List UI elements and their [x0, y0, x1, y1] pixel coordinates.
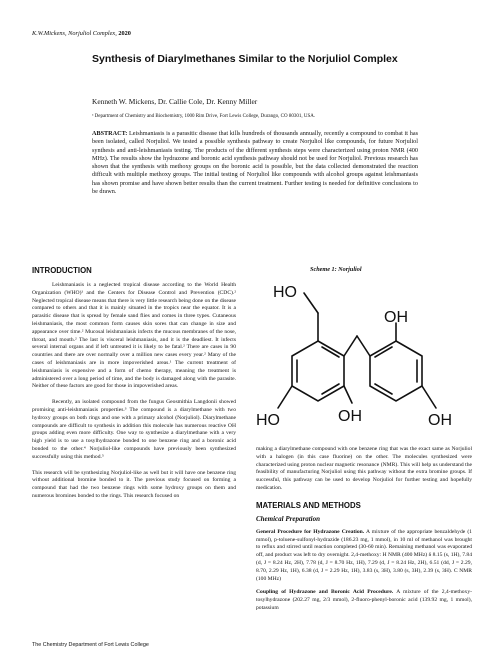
right-benzene-ring	[370, 341, 422, 401]
abstract	[92, 130, 418, 196]
norjuliol-structure	[256, 275, 472, 450]
abstract-text: Leishmaniasis is a parasitic disease that kills hundreds of thousands annually, recently a compound to combat it has been isolated, called Norjuliol. We tested a possible synthesis pathway to create Norjuliol like compounds, for future Norjuliol synthesis and anti-leishmaniasis testing. The products of the different synthesis steps were characterized using proton NMR (400 MHz). The results show the hydrazone and boronic acid synthesis pathway should not be used for Norjuliol. Previous research has shown that the synthesis with methoxy groups on the boronic acid is possible, but the data collected demonstrated the reaction difficult with multiple methoxy groups. The initial testing of Norjuliol like compounds with alcohol groups against leishmaniasis has shown promise and have shown better results than the current treatment. Further testing is needed for definitive conclusions to be drawn.	[92, 130, 419, 196]
methods-p2-label: Coupling of Hydrazone and Boronic Acid Procedure.	[256, 589, 394, 596]
footer: The Chemistry Department of Fort Lewis College	[32, 642, 149, 648]
intro-paragraph-3: This research will be synthesizing Norjuliol-like as well but it will have one benzene ring without additional bromine bonded to it. The previous study focused on forming a compound that had the two benzene rings with some hydroxy groups on them and numerous bromines bonded to the rings. This research focused on	[32, 469, 236, 499]
intro-section	[32, 266, 236, 501]
intro-heading: INTRODUCTION	[32, 266, 92, 275]
running-head-year: 2020	[118, 30, 131, 37]
intro-paragraph-1: Leishmaniasis is a neglected tropical disease according to the World Health Organization (WHO)¹ and the Centers for Disease Control and Prevention (CDC).² Neglected tropical disease means that there is very little research being done on the disease compared to others and that it is mainly situated in the tropics near the equator. It is a parasitic disease that is spread by female sand flies and comes in three types. Cutaneous leishmaniasis, the most common form causes skin sores that can change in size and appearance over time.² Mucosal leishmaniasis infects the mucous membranes of the nose, throat, and mouth.² The last is visceral leishmaniasis, and it is the deadliest. It infects several internal organs and if left untreated it is likely to be fatal.² There are cases in 90 countries and there are over normally over a million new cases every year.² Many of the cases of leishmaniasis are in more impoverished areas.¹ The current treatment of leishmaniasis is expensive and a form of chemo therapy, meaning the treatment is administered over a long period of time, and the body is damaged along with the parasite. Neither of these factors are good for those in impoverished areas.	[32, 282, 236, 390]
label-ho-top: HO	[273, 284, 297, 301]
running-head	[32, 30, 131, 37]
methods-paragraph-2	[256, 589, 472, 612]
label-oh-top: OH	[384, 309, 408, 326]
methods-paragraph-1	[256, 529, 472, 584]
abstract-label: ABSTRACT:	[92, 130, 128, 137]
authors: Kenneth W. Mickens, Dr. Callie Cole, Dr. Kenny Miller	[92, 97, 258, 106]
label-oh-right: OH	[428, 412, 452, 429]
affiliation: ᵃ Department of Chemistry and Biochemistry, 1000 Rim Drive, Fort Lewis College, Durango, CO 80301, USA.	[92, 114, 316, 119]
label-oh-mid: OH	[338, 408, 362, 425]
methods-p1-label: General Procedure for Hydrazone Creation.	[256, 528, 365, 535]
running-head-journal: K.W.Mickens, Norjuliol Complex,	[32, 30, 117, 37]
methods-p2-text: A mixture of the 2,4-methoxy-tosylhydrazone (202.27 mg, 2/3 mmol), 2-fluoro-phenyl-boronic acid (139.92 mg, 1 mmol), potassium	[256, 589, 473, 611]
methods-p1-text: A mixture of the appropriate benzaldehyde (1 mmol), p-toluene-sulfonyl-hydrazide (186.23 mg, 1 mmol), in 10 ml of methanol was brought to reflux and stirred until reaction completed (30-60 min). Remaining methanol was evaporated off, and product was left to dry overnight. 2,4-methoxy: H NMR (400 MHz) δ 8.15 (s, 1H), 7.84 (d, J = 8.24 Hz, 2H), 7.78 (d, J = 8.70 Hz, 1H), 7.29 (d, J = 8.24 Hz, 2H), 6.51 (dd, J = 2.29, 8.70, 2.29 Hz, 1H), 6.38 (d, J = 2.29 Hz, 1H), 3.83 (s, 3H), 3.80 (s, 3H), 2.39 (s, 3H). C NMR (100 MHz)	[256, 528, 472, 582]
scheme-title: Scheme 1: Norjuliol	[310, 266, 362, 273]
methylene-bridge	[344, 336, 357, 356]
methods-heading: MATERIALS AND METHODS	[256, 500, 361, 510]
intro-paragraph-2: Recently, an isolated compound from the fungus Geosmithia Langdonii showed promising anti-leishmaniasis properties.³ The compound is a diarylmethane with two hydroxy groups on both rings and one with a primary alcohol (Norjuliol). Diarylmethane compounds are difficult to synthesis in addition this molecule has numerous reactive OH groups adding even more difficulty. One way to synthesize a diarylmethane with a very high yield is to use a tosylhydrazone bonded to one benzene ring and a boronic acid bonded to the other.⁴ Norjuliol-like compounds have previously been synthesized successfully using this method.⁵	[32, 399, 236, 460]
right-column	[256, 446, 472, 613]
left-benzene-ring	[292, 341, 344, 401]
methods-subheading: Chemical Preparation	[256, 514, 320, 523]
paper-title: Synthesis of Diarylmethanes Similar to the Norjuliol Complex	[92, 53, 398, 65]
label-ho-left: HO	[256, 412, 280, 429]
right-paragraph: making a diarylmethane compound with one benzene ring that was the exact same as Norjuliol with a halogen (in this case fluorine) on the other. The molecules synthesized were characterized using proton nuclear magnetic resonance (NMR). This will help us understand the feasibility of manufacturing Norjuliol using this pathway without the extra bromine groups. If successful, this pathway can be used to develop Norjuliol for further testing and hopefully medication.	[256, 446, 472, 491]
